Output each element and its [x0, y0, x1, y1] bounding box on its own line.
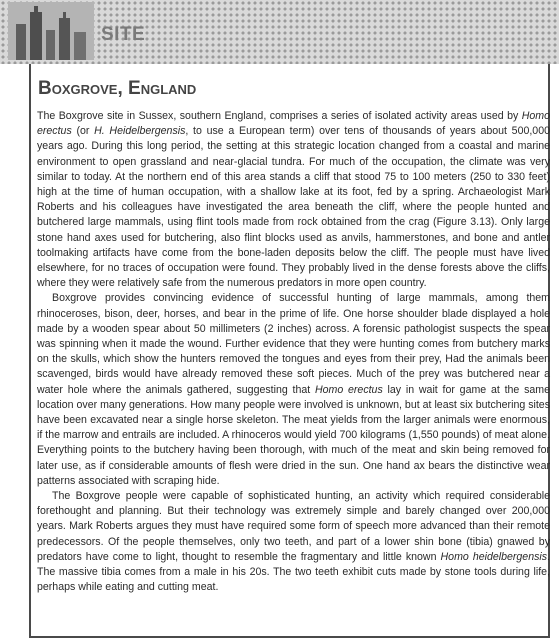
banner-title: SITE [101, 24, 146, 45]
article-body [37, 109, 550, 596]
text-run: The Boxgrove people were capable of sophisticated hunting, an activity which required considerable forethought and planning. But their technology was extremely simple and barely changed over 200,000 years. Mark Roberts argues they must have required some form of speech more advanced than their remote predecessors. Of the people themselves, only two teeth, and part of a lower shin bone (tibia) gnawed by predators have come to light, thought to resemble the fragmentary and little known [37, 490, 550, 563]
italic-term: Homo erectus [314, 383, 383, 396]
text-run: lay in wait for game at the same location over many generations. How many people were involved is unknown, but at least six butchering sites have been excavated near a single horse skeleton. The meat yields from the larger animals were enormous, if the marrow and entrails are included. A rhinoceros would yield 700 kilograms (1,550 pounds) of meat alone. Everything points to the butchery having been thorough, with much of the meat and skin being removed for later use, as if considerable amounts of flesh were dried in the sun. One hand ax bears the distinctive wear patterns associated with scraping hide. [37, 383, 550, 487]
paragraph [37, 489, 550, 595]
site-logo-icon [8, 2, 94, 60]
text-run: , to use a European term) over tens of thousands of years about 500,000 years ago. During this long period, the setting at this strategic location changed from a coastal and marine environment to open grassland and near-glacial tundra. For much of the occupation, the climate was very similar to today. At the northern end of this area stands a cliff that stood 75 to 100 meters (250 to 330 feet) high at the time of human occupation, with a shallow lake at its foot, fed by a spring. Archaeologist Mark Roberts and his colleagues have investigated the area beneath the cliff, where the people hunted and butchered large mammals, using flint tools made from rock obtained from the crag (Figure 3.13). Only large stone hand axes used for butchering, also flint blocks used as anvils, hammerstones, and bone and antler toolmaking artifacts have come from the bone-laden deposits below the cliff. The people must have lived elsewhere, for no traces of occupation were found. They probably lived in the dense forests above the cliffs, where they were relatively safe from the numerous predators in more open country. [37, 125, 550, 290]
italic-term: H. Heidelbergensis [94, 125, 186, 138]
paragraph [37, 291, 550, 489]
italic-term: Homo heidelbergensis [440, 550, 548, 563]
page-title: Boxgrove, England [38, 78, 197, 99]
paragraph [37, 109, 550, 291]
text-run: The Boxgrove site in Sussex, southern England, comprises a series of isolated activity areas used by [37, 110, 522, 122]
text-run: Boxgrove provides convincing evidence of successful hunting of large mammals, among them rhinoceroses, bison, deer, horses, and bear in the prime of life. One horse shoulder blade displayed a hole made by a wooden spear about 50 millimeters (2 inches) across. A forensic pathologist suspects the spear was spinning when it made the wound. Further evidence that they were hunting comes from butchery marks on the skulls, which show the hunters removed the tongues and eyes from their prey, Had the animals been scavenged, birds would have already removed these soft pieces. Much of the prey was butchered near a water hole where the animals gathered, suggesting that [37, 292, 550, 396]
italic-term: Homo erectus [37, 110, 550, 138]
text-run: . The massive tibia comes from a male in his 20s. The two teeth exhibit cuts made by stone tools during life, perhaps while eating and cutting meat. [37, 550, 550, 594]
text-run: (or [71, 125, 95, 138]
section-banner [0, 0, 559, 64]
